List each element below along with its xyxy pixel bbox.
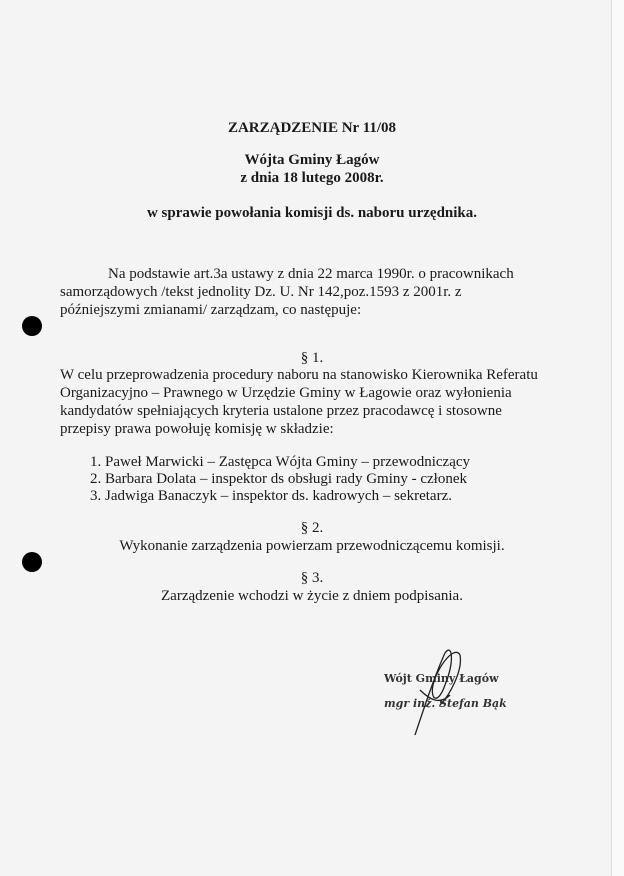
section-line: przepisy prawa powołuję komisję w składzie:	[60, 421, 334, 437]
section-heading: § 1.	[300, 350, 324, 366]
section-line: kandydatów spełniających kryteria ustalone przez pracodawcę i stosowne	[60, 403, 502, 419]
section-heading: § 2.	[300, 520, 324, 536]
date: z dnia 18 lutego 2008r.	[240, 170, 384, 186]
issuer: Wójta Gminy Łagów	[244, 152, 380, 168]
preamble-line: późniejszymi zmianami/ zarządzam, co następuje:	[60, 302, 362, 318]
member-item: 1. Paweł Marwicki – Zastępca Wójta Gminy – przewodniczący	[90, 454, 471, 470]
section-line: Organizacyjno – Prawnego w Urzędzie Gminy w Łagowie oraz wyłonienia	[60, 385, 512, 401]
section-line: W celu przeprowadzenia procedury naboru na stanowisko Kierownika Referatu	[60, 367, 538, 383]
stamp-line: Wójt Gminy Łagów	[384, 672, 499, 685]
punch-hole	[22, 316, 42, 336]
preamble-line: Na podstawie art.3a ustawy z dnia 22 marca 1990r. o pracownikach	[108, 266, 514, 282]
stamp-line: mgr inż. Stefan Bąk	[384, 697, 507, 710]
preamble-line: samorządowych /tekst jednolity Dz. U. Nr 142,poz.1593 z 2001r. z	[60, 284, 462, 300]
document-title: ZARZĄDZENIE Nr 11/08	[227, 120, 397, 136]
subject: w sprawie powołania komisji ds. naboru urzędnika.	[146, 205, 478, 221]
section-line: Zarządzenie wchodzi w życie z dniem podpisania.	[161, 588, 463, 604]
member-item: 3. Jadwiga Banaczyk – inspektor ds. kadrowych – sekretarz.	[90, 488, 452, 504]
section-line: Wykonanie zarządzenia powierzam przewodniczącemu komisji.	[119, 538, 505, 554]
member-item: 2. Barbara Dolata – inspektor ds obsługi rady Gminy - członek	[90, 471, 467, 487]
punch-hole	[22, 552, 42, 572]
handwritten-signature	[400, 645, 480, 740]
section-heading: § 3.	[300, 570, 324, 586]
